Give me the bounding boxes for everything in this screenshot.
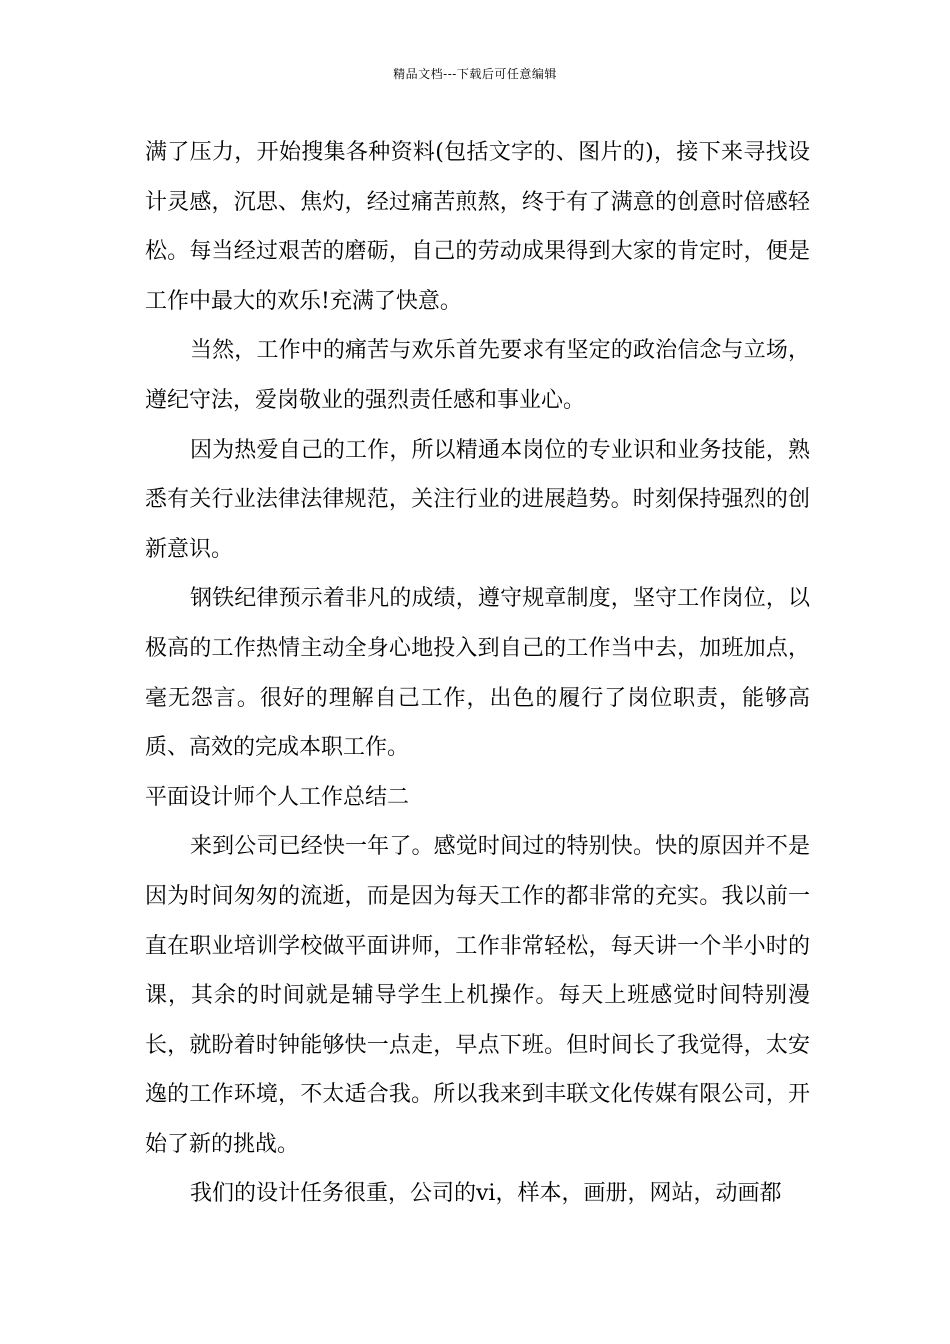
paragraph-6: 我们的设计任务很重，公司的vi，样本，画册，网站，动画都 [190,1181,782,1207]
paragraph-4: 钢铁纪律预示着非凡的成绩，遵守规章制度，坚守工作岗位，以极高的工作热情主动全身心地投入到自己的工作当中去，加班加点，毫无怨言。很好的理解自己工作，出色的履行了岗位职责，能够高质、高效的完成本职工作。 [145,586,810,761]
page-header: 精品文档---下载后可任意编辑 [393,67,557,81]
paragraph-3: 因为热爱自己的工作，所以精通本岗位的专业识和业务技能，熟悉有关行业法律法律规范，关注行业的进展趋势。时刻保持强烈的创新意识。 [145,437,810,562]
document-body [145,128,810,1219]
paragraph-2: 当然，工作中的痛苦与欢乐首先要求有坚定的政治信念与立场，遵纪守法，爱岗敬业的强烈责任感和事业心。 [145,338,810,413]
section-heading: 平面设计师个人工作总结二 [145,784,410,810]
paragraph-5: 来到公司已经快一年了。感觉时间过的特别快。快的原因并不是因为时间匆匆的流逝，而是因为每天工作的都非常的充实。我以前一直在职业培训学校做平面讲师，工作非常轻松，每天讲一个半小时的课，其余的时间就是辅导学生上机操作。每天上班感觉时间特别漫长，就盼着时钟能够快一点走，早点下班。但时间长了我觉得，太安逸的工作环境，不太适合我。所以我来到丰联文化传媒有限公司，开始了新的挑战。 [145,834,810,1157]
paragraph-1: 满了压力，开始搜集各种资料(包括文字的、图片的)，接下来寻找设计灵感，沉思、焦灼，经过痛苦煎熬，终于有了满意的创意时倍感轻松。每当经过艰苦的磨砺，自己的劳动成果得到大家的肯定时，便是工作中最大的欢乐!充满了快意。 [145,140,810,314]
